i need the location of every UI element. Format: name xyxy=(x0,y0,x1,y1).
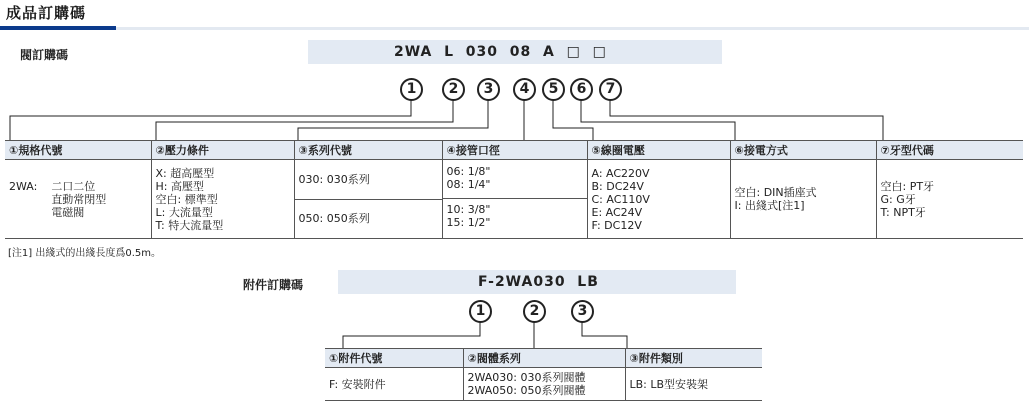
accessory-order-label: 附件訂購碼 xyxy=(243,278,304,292)
spec-header-2: ②壓力條件 xyxy=(151,141,294,160)
spec-code-line: 直動常閉型 xyxy=(51,192,107,206)
accessory-cell-series xyxy=(463,368,625,401)
port-item: 10: 3/8" xyxy=(446,203,491,216)
accessory-series-item: 2WA030: 030系列閥體 xyxy=(467,371,586,384)
accessory-header-1: ①附件代號 xyxy=(325,349,463,368)
port-item: 08: 1/4" xyxy=(446,178,491,191)
thread-item: G: G牙 xyxy=(880,192,916,206)
valve-order-label: 閥訂購碼 xyxy=(20,48,69,62)
spec-header-4: ④接管口徑 xyxy=(442,141,587,160)
circle-4: 4 xyxy=(513,78,536,101)
pressure-item: H: 高壓型 xyxy=(155,179,204,193)
voltage-item: A: AC220V xyxy=(591,166,650,180)
spec-header-3: ③系列代號 xyxy=(294,141,442,160)
accessory-connector-3 xyxy=(582,320,627,348)
spec-header-7: ⑦牙型代碼 xyxy=(876,141,1023,160)
spec-header-1: ①規格代號 xyxy=(5,141,151,160)
accessory-circle-1: 1 xyxy=(469,300,492,323)
pressure-item: X: 超高壓型 xyxy=(155,166,215,180)
circle-6: 6 xyxy=(570,78,593,101)
circle-3: 3 xyxy=(477,78,500,101)
thread-item: T: NPT牙 xyxy=(880,205,926,219)
series-item: 050: 050系列 xyxy=(298,211,370,225)
spec-code-line: 二口二位 xyxy=(51,179,96,193)
circle-5: 5 xyxy=(542,78,565,101)
circle-7: 7 xyxy=(599,78,622,101)
accessory-connector-1 xyxy=(343,320,480,348)
accessory-order-code: F-2WA030 LB xyxy=(478,274,599,290)
voltage-item: B: DC24V xyxy=(591,179,644,193)
circle-2: 2 xyxy=(442,78,465,101)
accessory-circle-2: 2 xyxy=(523,300,546,323)
page-title: 成品訂購碼 xyxy=(6,4,87,22)
spec-header-5: ⑤線圈電壓 xyxy=(587,141,730,160)
accessory-series-item: 2WA050: 050系列閥體 xyxy=(467,384,586,397)
port-item: 06: 1/8" xyxy=(446,165,491,178)
wiring-item: I: 出綫式[注1] xyxy=(734,199,805,212)
wiring-item: 空白: DIN插座式 xyxy=(734,186,817,199)
accessory-header-3: ③附件類別 xyxy=(625,349,762,368)
voltage-item: C: AC110V xyxy=(591,192,650,206)
spec-header-6: ⑥接電方式 xyxy=(730,141,876,160)
voltage-item: F: DC12V xyxy=(591,218,642,232)
series-item: 030: 030系列 xyxy=(295,161,442,200)
voltage-item: E: AC24V xyxy=(591,205,643,219)
spec-code-line: 電磁閥 xyxy=(51,205,85,219)
footnote: [注1] 出綫式的出綫長度爲0.5m。 xyxy=(8,248,161,259)
circle-1: 1 xyxy=(400,78,423,101)
port-item: 15: 1/2" xyxy=(446,216,491,229)
accessory-circle-3: 3 xyxy=(571,300,594,323)
accessory-cell-code: F: 安裝附件 xyxy=(325,368,463,401)
spec-code-prefix: 2WA: xyxy=(9,179,38,193)
pressure-item: 空白: 標準型 xyxy=(155,192,218,206)
pressure-item: L: 大流量型 xyxy=(155,205,213,219)
accessory-header-2: ②閥體系列 xyxy=(463,349,625,368)
thread-item: 空白: PT牙 xyxy=(880,179,935,193)
valve-order-code: 2WA L 030 08 A □ □ xyxy=(394,44,607,60)
accessory-spec-table xyxy=(325,348,762,401)
accessory-cell-type: LB: LB型安裝架 xyxy=(629,377,709,391)
pressure-item: T: 特大流量型 xyxy=(155,218,224,232)
